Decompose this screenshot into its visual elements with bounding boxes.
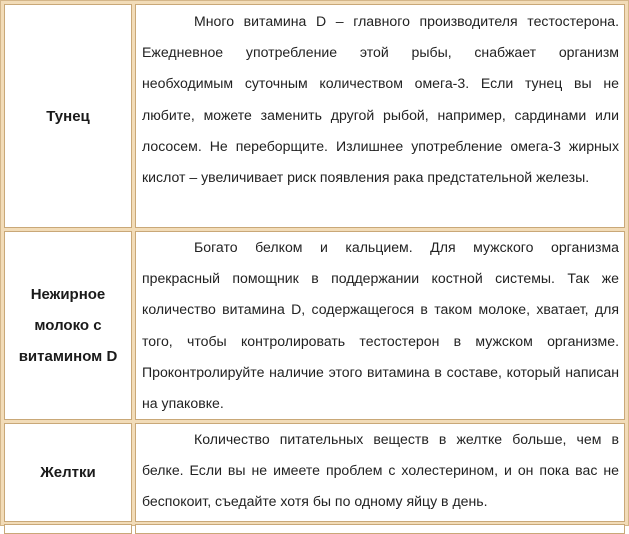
food-description: Богато белком и кальцием. Для мужского организма прекрасный помощник в поддержании костной системы. Так же количество витамина D, содержащегося в таком молоке, хватает, для того, чтобы контролировать тестостерон в мужском организме. Проконтролируйте наличие этого витамина в составе, который написан на упаковке. — [142, 239, 619, 412]
food-name: Желтки — [40, 464, 96, 481]
food-description-cell — [135, 231, 625, 420]
food-name-cell — [4, 423, 132, 522]
food-description: Много витамина D – главного производителя тестостерона. Ежедневное употребление этой рыбы, снабжает организм необходимым суточным количеством омега-3. Если тунец вы не любите, можете заменить другой рыбой, например, сардинами или лососем. Не переборщите. Излишнее употребление омега-3 жирных кислот – увеличивает риск появления рака предстательной железы. — [142, 13, 619, 186]
food-name-line: Нежирное — [30, 286, 106, 303]
food-name-line: витамином D — [18, 348, 118, 365]
food-description-cell — [135, 4, 625, 228]
food-name-cell — [4, 231, 132, 420]
table-row-yolks — [4, 423, 625, 522]
table-row-tuna — [4, 4, 625, 228]
food-description: Количество питательных веществ в желтке больше, чем в белке. Если вы не имеете проблем с холестерином, и он пока вас не беспокоит, съедайте хотя бы по одному яйцу в день. — [142, 431, 619, 510]
food-name: Тунец — [46, 107, 90, 125]
table-row-milk — [4, 231, 625, 420]
food-name-line: молоко с — [34, 317, 102, 334]
food-name — [19, 279, 118, 372]
food-name-cell — [4, 4, 132, 228]
food-description-cell — [135, 423, 625, 522]
